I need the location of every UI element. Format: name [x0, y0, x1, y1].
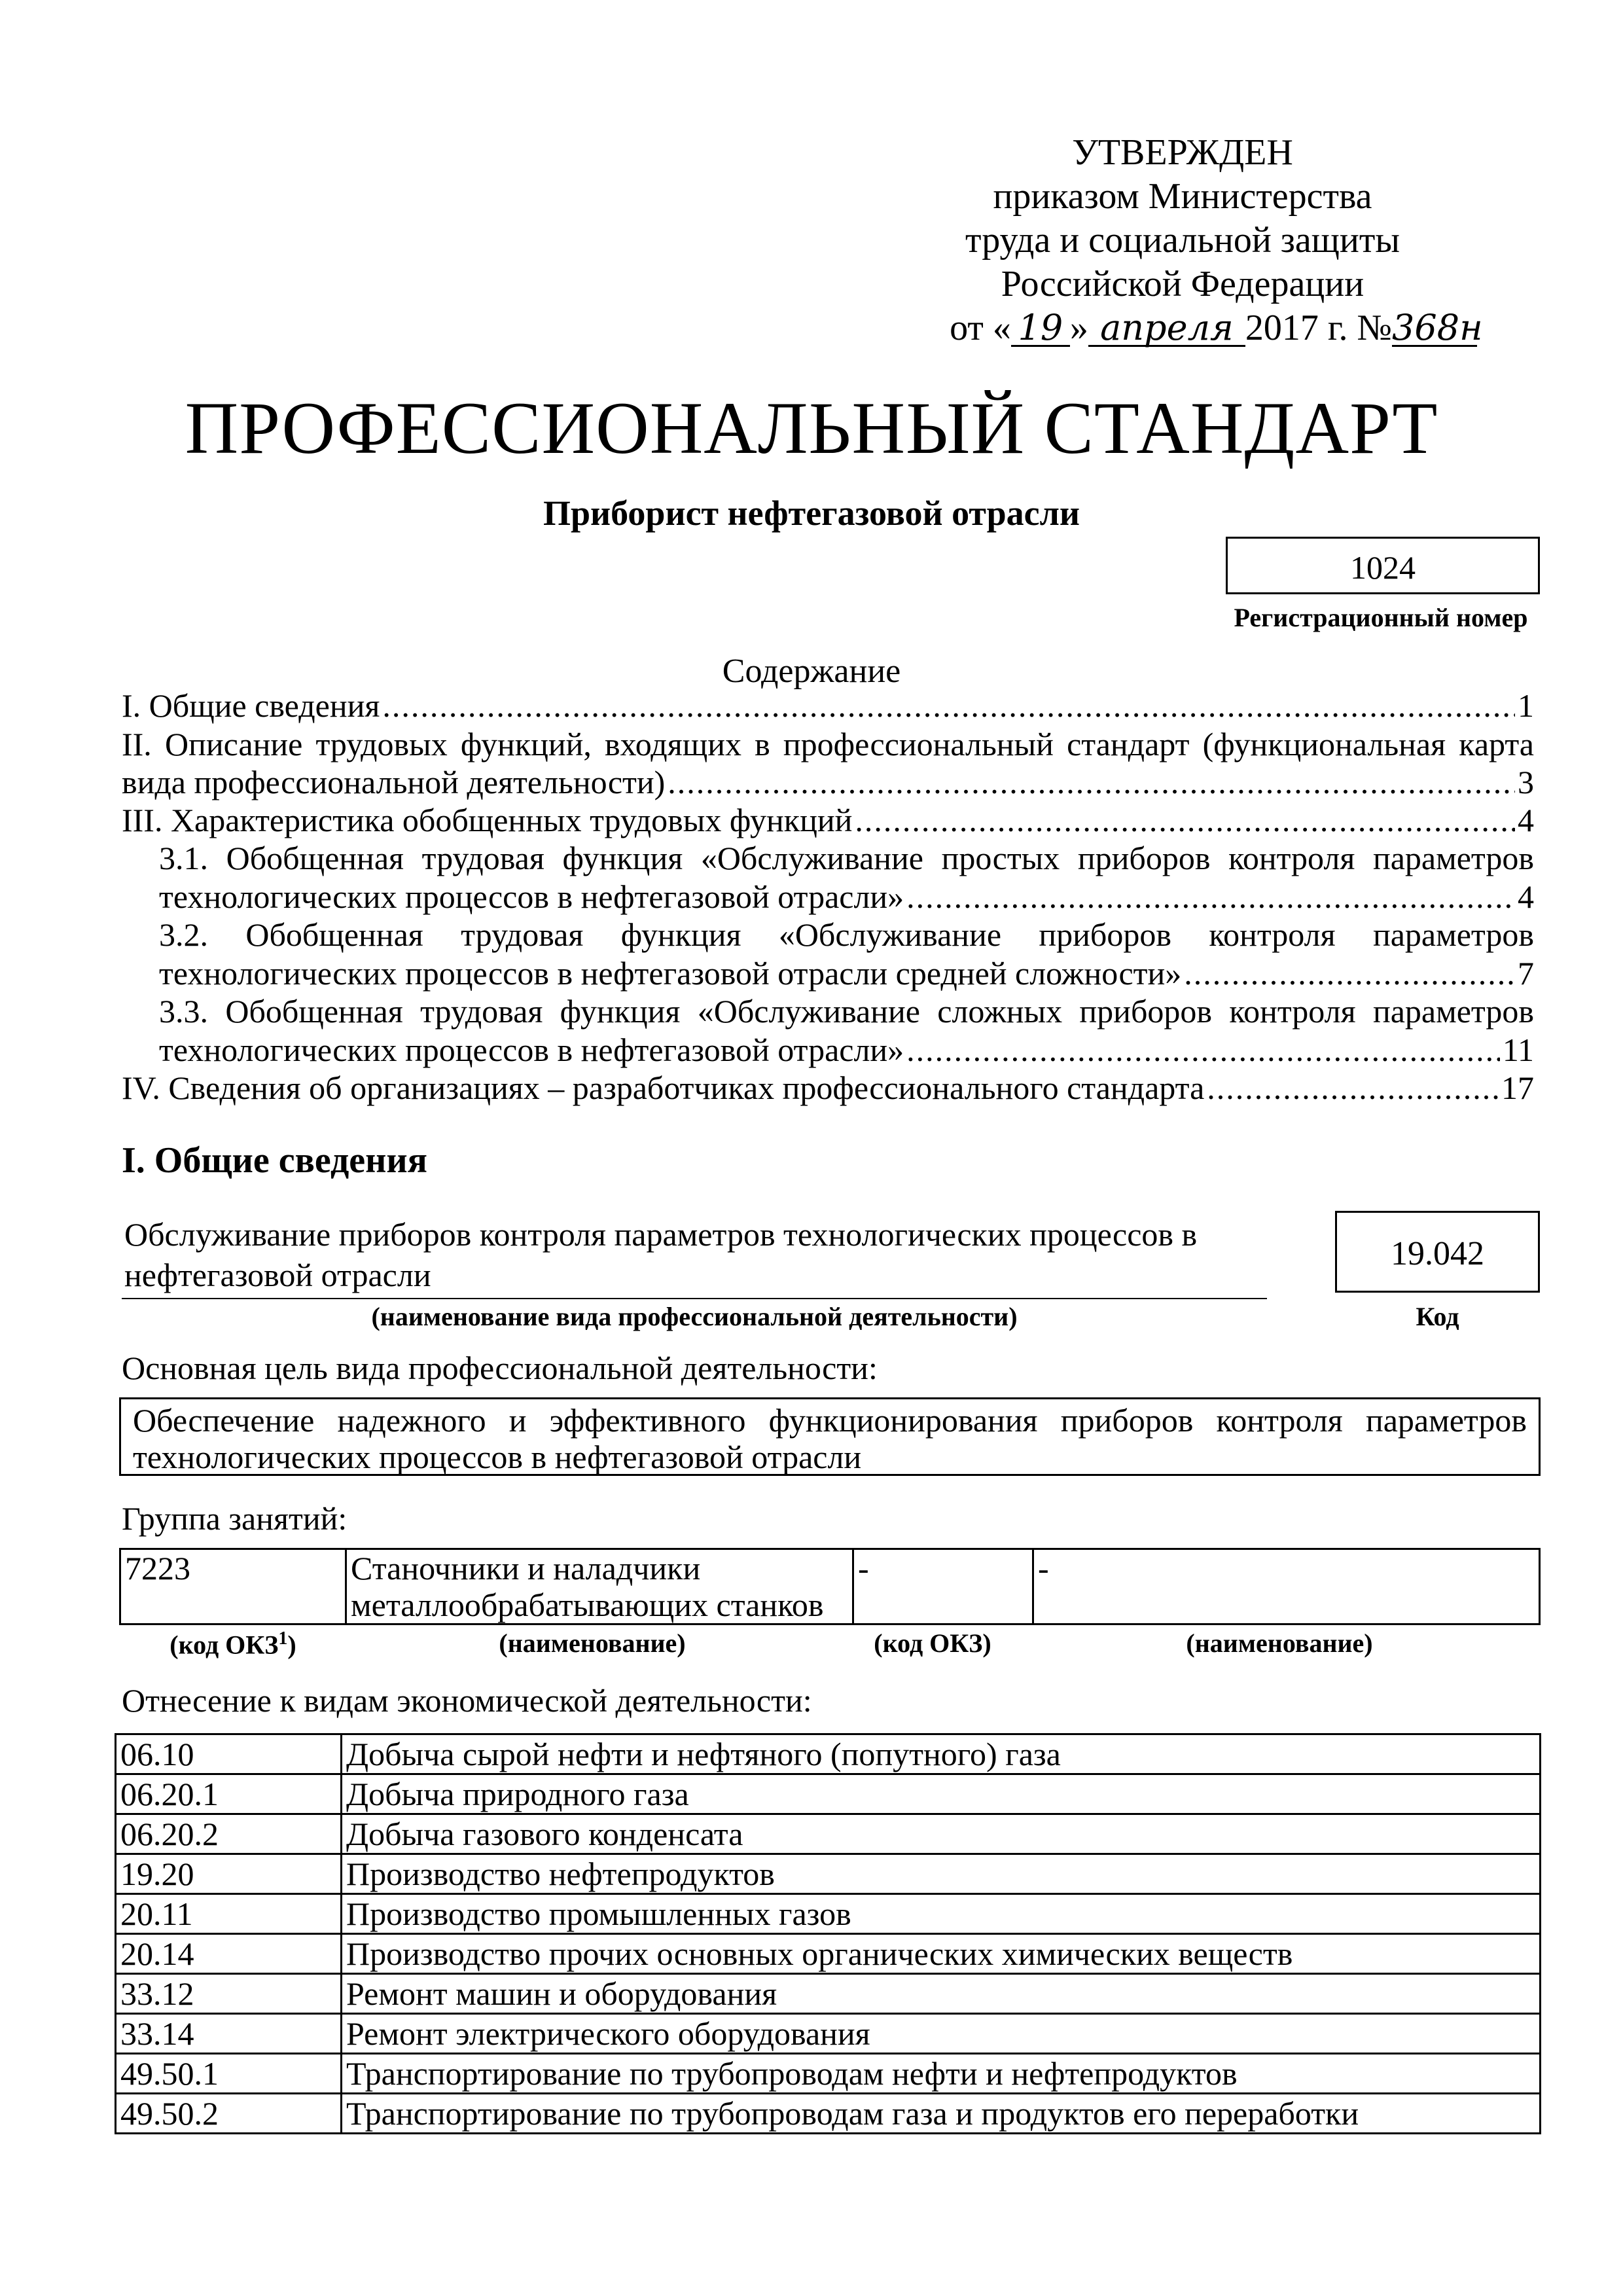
okz-name-caption: (наименование): [499, 1628, 686, 1658]
goal-line-2: технологических процессов в нефтегазовой отрасли: [133, 1439, 862, 1475]
order-number-handwritten: 368н: [1392, 307, 1483, 348]
goal-line-1: Обеспечение надежного и эффективного функционирования приборов контроля параметров: [133, 1402, 1527, 1439]
toc-leader-dots: [906, 877, 1515, 916]
okz-name-line-1: Станочники и наладчики: [351, 1550, 701, 1587]
okved-code-cell: 33.12: [116, 1974, 342, 2014]
toc-item-3-2: [159, 954, 1534, 993]
order-day-handwritten: 19: [1011, 311, 1070, 347]
toc-item-page: 4: [1518, 802, 1534, 838]
toc-item-text: технологических процессов в нефтегазовой отрасли»: [159, 878, 904, 915]
occupation-group-table: [119, 1548, 1541, 1625]
toc-item-text: технологических процессов в нефтегазовой отрасли»: [159, 1031, 904, 1068]
toc-item-2: [122, 762, 1534, 802]
goal-box: [119, 1397, 1541, 1476]
okved-name-cell: Производство прочих основных органических химических веществ: [342, 1934, 1541, 1974]
okz-name2-caption: (наименование): [1186, 1628, 1373, 1658]
okz-code2-caption: (код ОКЗ): [874, 1628, 991, 1658]
economic-activity-table: [115, 1733, 1541, 2134]
approval-line-1: УТВЕРЖДЕН: [1072, 132, 1293, 173]
toc-item-text: технологических процессов в нефтегазовой отрасли средней сложности»: [159, 955, 1182, 992]
okz-code-caption: [122, 1628, 344, 1660]
section-title-general: I. Общие сведения: [122, 1140, 427, 1181]
okz-code-caption-close: ): [287, 1630, 296, 1660]
order-month-handwritten: апреля: [1088, 311, 1245, 347]
table-row: [116, 1894, 1541, 1934]
toc-item-4: [122, 1068, 1534, 1107]
toc-item-page: 1: [1518, 687, 1534, 724]
activity-name: [124, 1214, 1263, 1295]
okved-name-cell: Ремонт электрического оборудования: [342, 2014, 1541, 2054]
toc-leader-dots: [382, 686, 1515, 725]
toc-item-3-3: [159, 1030, 1534, 1069]
okved-code-cell: 49.50.1: [116, 2054, 342, 2094]
toc-leader-dots: [668, 762, 1515, 802]
okved-code-cell: 06.20.1: [116, 1774, 342, 1814]
okved-name-cell: Транспортирование по трубопроводам газа и продуктов его переработки: [342, 2094, 1541, 2134]
approval-line-3: труда и социальной защиты: [965, 220, 1400, 260]
okved-code-cell: 19.20: [116, 1854, 342, 1894]
okz-name-cell: [346, 1549, 853, 1624]
document-subtitle: Приборист нефтегазовой отрасли: [543, 493, 1080, 533]
okz-code-cell: 7223: [120, 1549, 346, 1624]
toc-item-3-3-line-1: 3.3. Обобщенная трудовая функция «Обслуживание сложных приборов контроля параметров: [159, 993, 1534, 1030]
registration-number-caption: Регистрационный номер: [1234, 603, 1528, 632]
toc-item-page: 4: [1518, 878, 1534, 915]
toc-item-3: [122, 800, 1534, 840]
activity-name-line-2: нефтегазовой отрасли: [124, 1257, 431, 1293]
activity-name-underline: [122, 1298, 1267, 1299]
table-row: [116, 1814, 1541, 1854]
table-row: [116, 1934, 1541, 1974]
document-title: ПРОФЕССИОНАЛЬНЫЙ СТАНДАРТ: [185, 387, 1438, 469]
toc-item-page: 17: [1501, 1069, 1534, 1106]
okved-name-cell: Добыча природного газа: [342, 1774, 1541, 1814]
order-year: 2017 г. №: [1245, 308, 1392, 348]
toc-item-text: вида профессиональной деятельности): [122, 764, 666, 800]
toc-leader-dots: [906, 1030, 1500, 1069]
okved-code-cell: 20.14: [116, 1934, 342, 1974]
table-row: [116, 1734, 1541, 1774]
toc-heading: Содержание: [722, 653, 901, 690]
toc-item-1: [122, 686, 1534, 725]
okved-code-cell: 06.10: [116, 1734, 342, 1774]
occupation-group-label: Группа занятий:: [122, 1500, 348, 1537]
activity-name-caption: (наименование вида профессиональной деятельности): [371, 1302, 1018, 1331]
activity-code-caption: Код: [1416, 1302, 1459, 1331]
toc-item-text: III. Характеристика обобщенных трудовых функций: [122, 802, 853, 838]
table-row: [116, 2054, 1541, 2094]
approval-line-2: приказом Министерства: [993, 176, 1372, 217]
okved-name-cell: Производство промышленных газов: [342, 1894, 1541, 1934]
goal-label: Основная цель вида профессиональной деятельности:: [122, 1350, 878, 1386]
toc-item-3-1-line-1: 3.1. Обобщенная трудовая функция «Обслуживание простых приборов контроля параметров: [159, 840, 1534, 876]
registration-number-box: 1024: [1226, 537, 1540, 594]
toc-item-3-1: [159, 877, 1534, 916]
table-row: [116, 1774, 1541, 1814]
okved-name-cell: Добыча газового конденсата: [342, 1814, 1541, 1854]
order-date-number: [888, 306, 1483, 350]
okved-code-cell: 49.50.2: [116, 2094, 342, 2134]
table-row: [116, 2094, 1541, 2134]
okved-label: Отнесение к видам экономической деятельности:: [122, 1682, 812, 1719]
okz-code2-cell: -: [853, 1549, 1033, 1624]
table-row: [116, 1854, 1541, 1894]
toc-item-page: 11: [1502, 1031, 1534, 1068]
toc-item-3-2-line-1: 3.2. Обобщенная трудовая функция «Обслуживание приборов контроля параметров: [159, 916, 1534, 953]
toc-leader-dots: [855, 800, 1515, 840]
toc-leader-dots: [1207, 1068, 1499, 1107]
okved-code-cell: 33.14: [116, 2014, 342, 2054]
approval-block: [888, 131, 1483, 350]
toc-leader-dots: [1184, 954, 1515, 993]
table-row: [116, 2014, 1541, 2054]
okved-name-cell: Добыча сырой нефти и нефтяного (попутного) газа: [342, 1734, 1541, 1774]
order-prefix: от «: [950, 308, 1011, 348]
okz-code-caption-text: (код ОКЗ: [169, 1630, 279, 1660]
order-mid: »: [1069, 308, 1088, 348]
okz-name-line-2: металлообрабатывающих станков: [351, 1587, 824, 1623]
toc-item-text: I. Общие сведения: [122, 687, 380, 724]
toc-item-2-line-1: II. Описание трудовых функций, входящих в профессиональный стандарт (функциональная карта: [122, 726, 1534, 762]
okved-code-cell: 06.20.2: [116, 1814, 342, 1854]
okved-name-cell: Транспортирование по трубопроводам нефти и нефтепродуктов: [342, 2054, 1541, 2094]
toc-item-page: 7: [1518, 955, 1534, 992]
table-row: [116, 1974, 1541, 2014]
okz-name2-cell: -: [1033, 1549, 1540, 1624]
approval-line-4: Российской Федерации: [1001, 264, 1364, 304]
table-row: [120, 1549, 1540, 1624]
toc-item-text: IV. Сведения об организациях – разработчиках профессионального стандарта: [122, 1069, 1205, 1106]
footnote-marker: 1: [278, 1628, 288, 1649]
activity-name-line-1: Обслуживание приборов контроля параметров технологических процессов в: [124, 1216, 1198, 1253]
okved-code-cell: 20.11: [116, 1894, 342, 1934]
toc-item-page: 3: [1518, 764, 1534, 800]
activity-code-box: 19.042: [1335, 1211, 1540, 1293]
okved-name-cell: Производство нефтепродуктов: [342, 1854, 1541, 1894]
okved-name-cell: Ремонт машин и оборудования: [342, 1974, 1541, 2014]
